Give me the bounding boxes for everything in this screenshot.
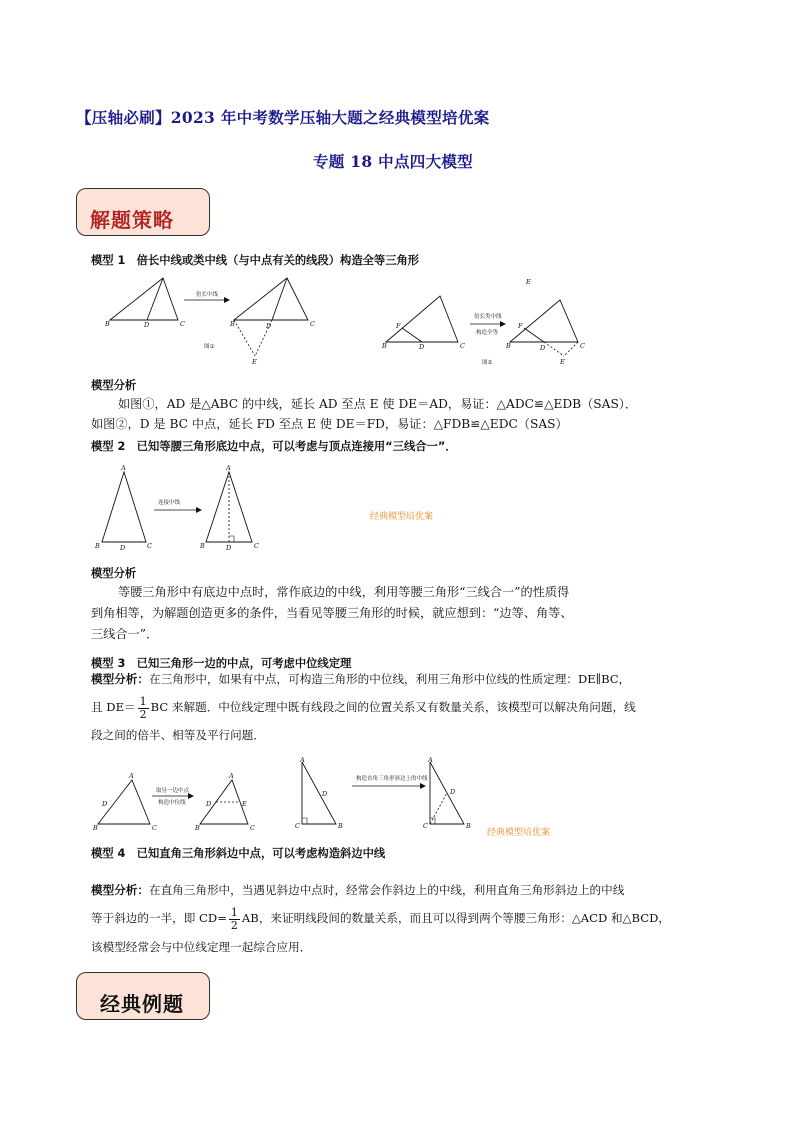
model4-analysis-line2 (91, 905, 711, 932)
section-tag-examples-label: 经典例题 (100, 992, 184, 1016)
svg-text:B: B (93, 824, 98, 832)
svg-text:D: D (322, 790, 328, 798)
model3-analysis-title: 模型分析： (91, 672, 149, 686)
fig2-label-B: B (382, 342, 387, 350)
section-tag-strategy-label: 解题策略 (90, 208, 174, 232)
svg-text:C: C (250, 824, 255, 832)
svg-text:D: D (102, 800, 108, 808)
model3-fig-arrow-a: 取另一边中点 (156, 788, 190, 794)
model3-frac-num: 1 (139, 694, 147, 708)
svg-text:A: A (428, 756, 433, 764)
model4-fraction (229, 907, 240, 932)
svg-text:A: A (226, 464, 231, 472)
fig2-top-label-E: E (526, 278, 531, 286)
model4-line2-post: AB，来证明线段间的数量关系，而且可以得到两个等腰三角形：△ACD 和△BCD， (241, 911, 670, 925)
svg-text:B: B (338, 822, 343, 830)
fig2-caption: 图② (482, 360, 493, 366)
fig1-label-C: C (180, 320, 185, 328)
svg-text:B: B (200, 542, 205, 550)
fig1-arrow-label: 倍长中线 (196, 292, 219, 298)
fig1b-label-C: C (310, 320, 315, 328)
fig1b-label-D: D (266, 322, 272, 330)
model2-analysis-line3: 三线合一”． (91, 627, 159, 641)
svg-text:C: C (152, 824, 157, 832)
fig2-label-D: D (419, 343, 425, 351)
model4-line2-pre: 等于斜边的一半，即 CD= (91, 911, 227, 925)
svg-text:B: B (466, 822, 471, 830)
model3-fraction (138, 696, 149, 721)
fig2b-label-D: D (540, 344, 546, 352)
model4-heading: 模型 4 已知直角三角形斜边中点，可以考虑构造斜边中线 (91, 847, 386, 860)
document-title: 【压轴必刷】2023 年中考数学压轴大题之经典模型培优案 (76, 108, 490, 127)
svg-text:A: A (300, 756, 305, 764)
fig2b-label-E: E (560, 358, 565, 366)
model3-line2-post: BC 来解题．中位线定理中既有线段之间的位置关系又有数量关系，该模型可以解决角问题，线 (150, 700, 636, 714)
fig2-arrow-label1: 倍长类中线 (474, 314, 502, 320)
fig1-label-B: B (105, 320, 110, 328)
fig1-label-D: D (144, 321, 150, 329)
fig2b-label-C: C (580, 342, 585, 350)
model3-analysis-line2 (91, 694, 711, 721)
svg-text:C: C (295, 822, 300, 830)
model3-heading: 模型 3 已知三角形一边的中点，可考虑中位线定理 (91, 657, 352, 670)
model2-analysis-line2: 到角相等，为解题创造更多的条件，当看见等腰三角形的时候，就应想到：“边等、角等、 (91, 606, 573, 620)
model2-arrow-label: 连接中线 (158, 500, 181, 506)
model1-analysis-title: 模型分析 (91, 379, 137, 392)
model1-heading: 模型 1 倍长中线或类中线（与中点有关的线段）构造全等三角形 (91, 254, 420, 267)
model4-frac-num: 1 (230, 905, 238, 919)
fig1b-label-E: E (252, 358, 257, 366)
model3-fig-arrow-b: 构造中位线 (158, 800, 186, 806)
svg-text:B: B (95, 542, 100, 550)
model3-line2-pre: 且 DE＝ (91, 700, 136, 714)
model3-analysis-line3: 段之间的倍半、相等及平行问题． (91, 728, 265, 742)
fig2-label-C: C (460, 342, 465, 350)
svg-text:E: E (242, 800, 247, 808)
model3-line1: 在三角形中，如果有中点，可构造三角形的中位线，利用三角形中位线的性质定理：DE∥BC， (148, 672, 631, 686)
model3-figure (92, 758, 272, 833)
svg-text:C: C (147, 542, 152, 550)
fig1-caption: 图① (204, 344, 215, 350)
model1-analysis-line1: 如图①，AD 是△ABC 的中线，延长 AD 至点 E 使 DE＝AD，易证：△ADC≌△EDB（SAS）． (118, 397, 638, 411)
model2-analysis-line1: 等腰三角形中有底边中点时，常作底边的中线，利用等腰三角形“三线合一”的性质得 (118, 585, 570, 599)
model4-frac-den: 2 (230, 918, 238, 932)
model1-figure1 (100, 276, 330, 366)
model1-figure2 (378, 276, 608, 368)
model3-fig-arrow2: 构造直角三角形斜边上的中线 (356, 776, 428, 782)
svg-text:D: D (120, 544, 126, 552)
model4-analysis-title: 模型分析： (91, 883, 149, 897)
model3-watermark: 经典模型培优案 (487, 828, 551, 838)
svg-text:D: D (450, 788, 456, 796)
fig2-label-F: F (396, 322, 401, 330)
model2-heading: 模型 2 已知等腰三角形底边中点，可以考虑与顶点连接用“三线合一”． (91, 440, 457, 453)
document-subtitle: 专题 18 中点四大模型 (313, 152, 473, 171)
model2-analysis-title: 模型分析 (91, 567, 137, 580)
svg-text:A: A (129, 772, 134, 780)
model3-frac-den: 2 (139, 707, 147, 721)
fig2b-label-B: B (506, 342, 511, 350)
model4-analysis-line1 (91, 877, 711, 903)
fig1b-label-B: B (230, 320, 235, 328)
model2-figure (92, 464, 282, 554)
model2-watermark: 经典模型培优案 (370, 512, 434, 522)
model3-analysis-line1 (91, 666, 711, 692)
fig2-arrow-label2: 构造全等 (476, 330, 499, 336)
model3-right-figure (292, 756, 492, 834)
fig2b-label-F: F (518, 322, 523, 330)
svg-text:C: C (254, 542, 259, 550)
model1-analysis-line2: 如图②，D 是 BC 中点，延长 FD 至点 E 使 DE＝FD，易证：△FDB≌△EDC（SAS） (91, 417, 568, 431)
model4-analysis-line3: 该模型经常会与中位线定理一起综合应用． (91, 940, 312, 954)
svg-text:C: C (423, 822, 428, 830)
svg-text:A: A (229, 772, 234, 780)
svg-text:D: D (206, 800, 212, 808)
svg-text:D: D (226, 544, 232, 552)
svg-text:A: A (121, 464, 126, 472)
model4-line1: 在直角三角形中，当遇见斜边中点时，经常会作斜边上的中线，利用直角三角形斜边上的中线 (148, 883, 625, 897)
svg-text:B: B (195, 824, 200, 832)
